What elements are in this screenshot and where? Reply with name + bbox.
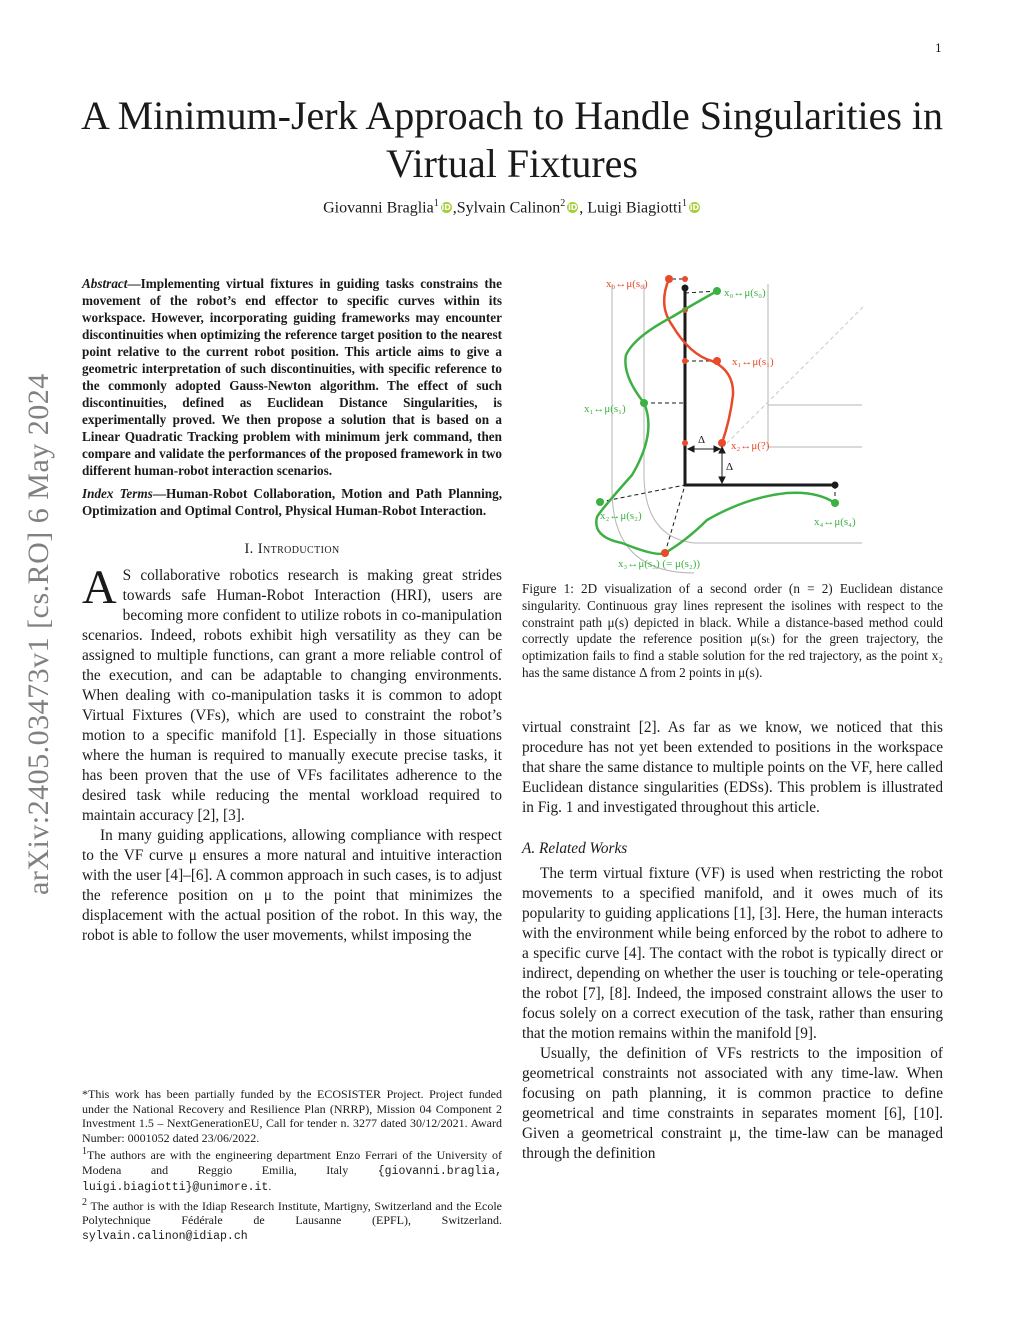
arrowhead: [714, 446, 720, 452]
green-point: [661, 549, 669, 557]
arrowhead: [688, 446, 694, 452]
delta-arrows: [688, 446, 725, 483]
singularity-diagram: [522, 275, 943, 575]
orcid-icon[interactable]: iD: [689, 203, 700, 213]
arxiv-identifier: arXiv:2405.03473v1 [cs.RO] 6 May 2024: [22, 373, 55, 895]
intro-p1-text: S collaborative robotics research is making great strides towards safe Human-Robot Interaction (HRI), users are becoming more confident to utilize robots in co-manipulation scenarios. Indeed, robots exhibit high versatility as they can be assigned to multiple functions, can grant a more reliable control of the execution, and can be adaptable to changing environments. When dealing with co-manipulation tasks it is common to adopt Virtual Fixtures (VFs), which are used to constraint the robot’s motion to a specific manifold [1]. Especially in those situations where the human is required to manually execute precise tasks, it has been proven that the use of VFs facilitates adherence to the desired task while reducing the mental workload required to maintain accuracy [2], [3].: [82, 567, 502, 824]
green-point: [640, 399, 648, 407]
orcid-icon[interactable]: iD: [441, 203, 451, 213]
intro-paragraph-1: [82, 561, 502, 826]
green-point: [713, 287, 721, 295]
affiliation-footnote-2: $^2$ The author is with the Idiap Research Institute, Martigny, Switzerland and the Ecole Polytechnique Fédérale de Lausanne (EPFL), Switzerland. sylvain.calinon@idiap.ch: [82, 1196, 502, 1243]
left-column: [82, 275, 502, 946]
bisector-line: [727, 307, 863, 443]
label-x0-red: x₀↔μ(s₀): [606, 278, 648, 290]
red-point: [682, 440, 688, 446]
affiliation-mark: 1: [681, 198, 687, 209]
abstract-text: Implementing virtual fixtures in guiding tasks constrains the movement of the robot’s end effector to specific curves within its workspace. However, incorporating guiding frameworks may encounter discontinuities when optimizing the reference target position to the nearest point relative to the current robot position. This article aims to give a geometric interpretation of such discontinuities, with specific reference to the commonly adopted Gauss-Newton algorithm. The effect of such discontinuities, defined as Euclidean Distance Singularities, is experimentally proved. We then propose a solution that is based on a Linear Quadratic Tracking problem with minimum jerk command, then compare and validate the performances of the proposed framework in two different human-robot interaction scenarios.: [82, 276, 502, 478]
isoline: [644, 468, 862, 543]
author-name: Giovanni Braglia: [323, 199, 434, 217]
label-x3-green: x₃↔μ(s₃) (= μ(s₂)): [618, 558, 701, 570]
section-heading: I. Introduction: [244, 541, 340, 557]
red-point: [682, 276, 688, 282]
isoline: [768, 284, 862, 447]
path-start-point: [682, 285, 689, 292]
page-number: 1: [935, 42, 942, 55]
abstract: Abstract—Implementing virtual fixtures in guiding tasks constrains the movement of the robot’s end effector to specific curves within its workspace. However, incorporating guiding frameworks may encounter discontinuities when optimizing the reference target position to the nearest point relative to the current robot position. This article aims to give a geometric interpretation of such discontinuities, with specific reference to the commonly adopted Gauss-Newton algorithm. The effect of such discontinuities, defined as Euclidean Distance Singularities, is experimentally proved. We then propose a solution that is based on a Linear Quadratic Tracking problem with minimum jerk command, then compare and validate the performances of the proposed framework in two different human-robot interaction scenarios.: [82, 276, 502, 478]
orcid-icon[interactable]: iD: [568, 203, 578, 213]
funding-footnote: *This work has been partially funded by the ECOSISTER Project. Project funded under the National Recovery and Resilience Plan (NRRP), Mission 04 Component 2 Investment 1.5 – NextGenerationEU, Call for tender n. 3277 dated 30/12/2021. Award Number: 0001052 dated 23/06/2022.: [82, 1087, 502, 1145]
label-x1-red: x₁↔μ(s₁): [732, 356, 774, 368]
label-x2-green: x₂↔μ(s₂): [600, 510, 642, 522]
figure-caption: Figure 1: 2D visualization of a second order (n = 2) Euclidean distance singularity. Continuous gray lines represent the isolines with respect to the constraint path μ(s) depicted in black. While a distance-based method could correctly update the reference position μ(sₜ) for the green trajectory, the optimization fails to find a stable solution for the red trajectory, as the point x₂ has the same distance Δ from 2 points in μ(s).: [522, 581, 943, 680]
right-paragraph-1: virtual constraint [2]. As far as we know, we noticed that this procedure has not yet been extended to positions in the workspace that share the same distance to multiple points on the VF, here called Euclidean distance singularities (EDSs). This problem is illustrated in Fig. 1 and investigated throughout this article.: [522, 718, 943, 816]
author-list: Giovanni Braglia$^1$ iD ,Sylvain Calinon$^2$ iD , Luigi Biagiotti$^1$ iD: [323, 198, 700, 217]
index-terms-label: Index Terms: [82, 486, 153, 501]
author-name: Sylvain Calinon: [456, 199, 561, 217]
footnotes: [82, 1087, 502, 1244]
green-point: [596, 498, 604, 506]
label-delta: Δ: [698, 434, 706, 446]
isoline: [768, 284, 862, 405]
right-column: [522, 275, 943, 1164]
label-x2-red: x₂↔μ(?): [731, 440, 770, 452]
red-point: [665, 275, 673, 283]
affiliation-mark: 2: [560, 198, 566, 209]
arrowhead: [719, 447, 725, 453]
abstract-label: Abstract: [82, 276, 128, 291]
label-x1-green: x₁↔μ(s₁): [584, 403, 626, 415]
red-point: [713, 357, 721, 365]
red-point: [718, 439, 726, 447]
constraint-path: [685, 288, 835, 485]
subsection-heading: A. Related Works: [522, 839, 628, 857]
arrowhead: [719, 477, 725, 483]
affiliation-mark: 1: [433, 198, 439, 209]
red-trajectory: [664, 279, 733, 443]
dropcap: A: [82, 561, 117, 614]
index-terms: Index Terms—Human-Robot Collaboration, Motion and Path Planning, Optimization and Optimal Control, Physical Human-Robot Interaction.: [82, 486, 502, 518]
paper-title: A Minimum-Jerk Approach to Handle Singularities in Virtual Fixtures: [80, 93, 944, 186]
red-point: [682, 358, 688, 364]
label-x4-green: x₄↔μ(s₄): [814, 516, 856, 528]
right-paragraph-2: The term virtual fixture (VF) is used when restricting the robot movements to a specified manifold, and it owes much of its popularity to guiding applications [1], [3]. Here, the human interacts with the environment while being enforced by the robot to adhere to a specific curve [4]. The contact with the robot is typically direct or indirect, depending on whether the user is touching or tele-operating the robot [7], [8]. Indeed, the imposed constraint allows the user to focus solely on a correct execution of the task, rather than ensuring that the motion remains within the manifold [9].: [522, 864, 943, 1042]
green-point: [831, 499, 839, 507]
email-link[interactable]: sylvain.calinon@idiap.ch: [82, 1229, 248, 1243]
affiliation-footnote-1: $^1$The authors are with the engineering department Enzo Ferrari of the University of Modena and Reggio Emilia, Italy {giovanni.braglia, luigi.biagiotti}@unimore.it.: [82, 1146, 503, 1194]
right-paragraph-3: Usually, the definition of VFs restricts to the imposition of geometrical constraints not associated with any time-law. When focusing on path planning, it is common practice to define geometrical and time constraints in separates moment [6], [10]. Given a geometrical constraint μ, the time-law can be managed through the definition: [522, 1044, 943, 1162]
author-name: Luigi Biagiotti: [587, 199, 682, 217]
label-x0-green: x₀↔μ(s₀): [724, 287, 766, 299]
label-delta: Δ: [726, 461, 734, 473]
index-terms-text: Human-Robot Collaboration, Motion and Path Planning, Optimization and Optimal Control, Physical Human-Robot Interaction.: [82, 486, 502, 518]
figure-1: [522, 275, 943, 575]
email-link[interactable]: {giovanni.braglia, luigi.biagiotti}@unimore.it: [82, 1164, 503, 1194]
intro-paragraph-2: In many guiding applications, allowing compliance with respect to the VF curve μ ensures a more natural and intuitive interaction with the user [4]–[6]. A common approach in such cases, is to adjust the reference position on μ to the point that minimizes the displacement with the actual position of the robot. In this way, the robot is able to follow the user movements, whilst imposing the: [82, 827, 502, 944]
